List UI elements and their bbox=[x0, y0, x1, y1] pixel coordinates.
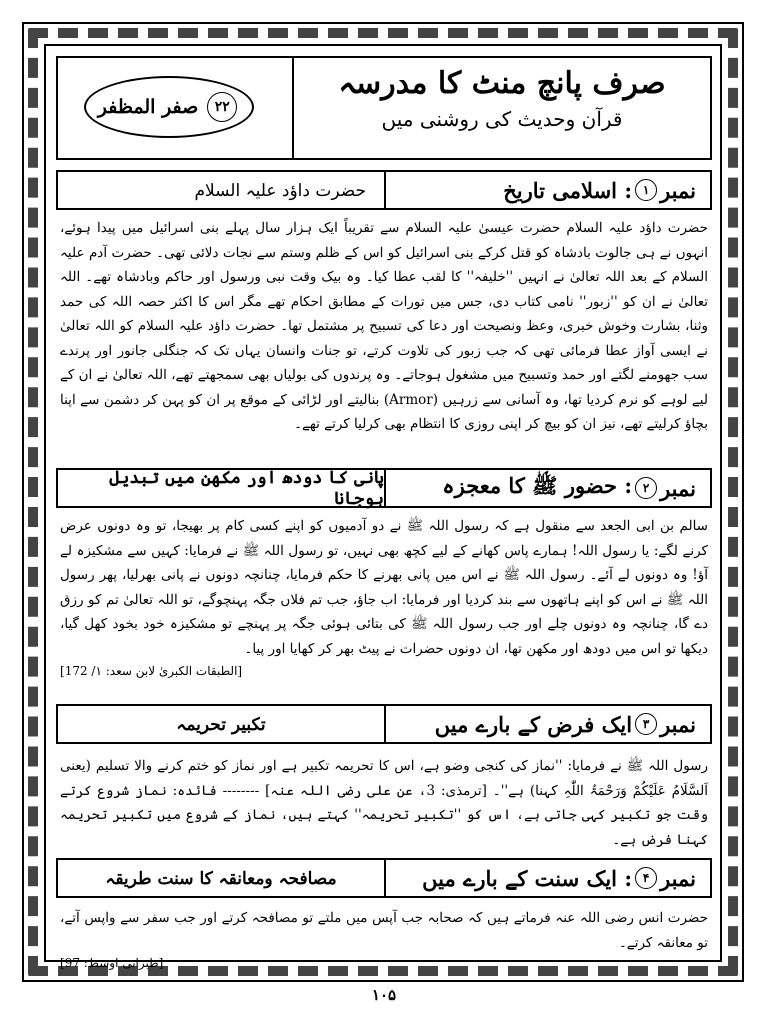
section-1-paragraph: حضرت داؤد علیہ السلام حضرت عیسیٰ علیہ السلام سے تقریباً ایک ہزار سال پہلے بنی اسرائیل میں پیدا ہوئے، انہوں نے ہی جالوت بادشاہ کو قتل کرکے بنی اسرائیل کو اس کے ظلم وستم سے نجات دلائی تھی۔ حضرت آدم علیہ السلام کے بعد اللہ تعالیٰ نے انہیں ''خلیفہ'' کا لقب عطا کیا۔ وہ بیک وقت نبی ورسول اور حاکم وبادشاہ تھے۔ اللہ تعالیٰ نے ان کو ''زبور'' نامی کتاب دی، جس میں تورات کے مطابق احکام تھے مگر اس کا اکثر حصہ اللہ کی حمد وثنا، بشارت وخوش خبری، وعظ ونصیحت اور دعا کی تسبیح پر مشتمل تھا۔ حضرت داؤد علیہ السلام کو اللہ تعالیٰ نے ایسی آواز عطا فرمائی تھی کہ جب زبور کی تلاوت کرتے، تو جنات وانسان یہاں تک کہ جنگلی جانور اور پرندے سب جھومنے لگتے اور حمد وتسبیح میں مشغول ہوجاتے۔ وہ پرندوں کی بولیاں بھی سمجھتے تھے، اللہ تعالیٰ نے ان کے لیے لوہے کو نرم کردیا تھا، وہ آسانی سے زرہیں (Armor) بنالیتے اور لڑائی کے موقع پر ان کو پہن کر دشمن سے اپنا بچاؤ کرلیتے تھے، نیز ان کو بیچ کر اپنی روزی کا انتظام بھی کرلیا کرتے تھے۔ bbox=[60, 220, 708, 432]
title-box bbox=[292, 58, 710, 158]
section-4-number: ۴ bbox=[635, 867, 657, 889]
date-month: صفر المظفر bbox=[97, 96, 199, 118]
section-3-number: ۳ bbox=[635, 713, 657, 735]
section-4-topic: مصافحہ ومعانقہ کا سنت طریقہ bbox=[105, 868, 337, 889]
section-1-heading bbox=[384, 172, 710, 208]
section-2-body bbox=[60, 514, 708, 700]
page-header bbox=[56, 56, 712, 160]
section-3-topic: تکبیر تحریمہ bbox=[176, 714, 266, 735]
section-2-paragraph: سالم بن ابی الجعد سے منقول ہے کہ رسول اللہ ﷺ نے دو آدمیوں کو اپنے کسی کام پر بھیجا، تو وہ دونوں عرض کرنے لگے: یا رسول اللہ! ہمارے پاس کھانے کے لیے کچھ بھی نہیں، تو رسول اللہ ﷺ نے فرمایا: کہیں سے مشکیزہ لے آؤ! وہ دونوں لے آئے۔ رسول اللہ ﷺ نے اس میں پانی بھرنے کا حکم فرمایا، چنانچہ دونوں نے پانی بھرلیا، پھر رسول اللہ ﷺ نے اس کو اپنے ہاتھوں سے بند کردیا اور فرمایا: اب جاؤ، جب تم فلاں جگہ پہنچوگے، تو اللہ تعالیٰ تم کو رزق دے گا، چنانچہ وہ دونوں چلے اور جب رسول اللہ ﷺ کی بتائی ہوئی جگہ پر پہنچے تو مشکیزہ خود بخود کھل گیا، دیکھا تو اس میں دودھ اور مکھن تھا، ان دونوں حضرات نے پیٹ بھر کر کھایا اور پیا۔ bbox=[60, 518, 708, 657]
section-4-heading bbox=[384, 860, 710, 896]
section-3-header bbox=[56, 704, 712, 744]
section-4-reference: [طبرانی اوسط: 97] bbox=[60, 956, 164, 970]
section-2-topic: پانی کا دودھ اور مکھن میں تبدیل ہوجانا bbox=[109, 468, 384, 509]
section-3-title: ایک فرض کے بارے میں bbox=[434, 711, 633, 737]
section-3-label: نمبر bbox=[660, 711, 696, 737]
section-2-reference: [الطبقات الکبریٰ لابن سعد: ۱/ 172] bbox=[60, 664, 243, 678]
section-2-number: ۲ bbox=[635, 477, 657, 499]
section-4-label: نمبر bbox=[660, 865, 696, 891]
section-4-header bbox=[56, 858, 712, 898]
section-3-paragraph: رسول اللہ ﷺ نے فرمایا: ''نماز کی کنجی وضو ہے، اس کا تحریمہ تکبیر ہے اور نماز کو ختم کرنے والا تسلیم (یعنی اَلسَّلَامُ عَلَیْکُمْ وَرَحْمَۃُ اللّٰہِ کہنا) ہے''۔ [ترمذی: 3، عن علی رضی اللہ عنہ] -------- فائدہ: نماز شروع کرتے وقت جو تکبیر کہی جاتی ہے، اس کو ''تکبیر تحریمہ'' کہتے ہیں، نماز کے شروع میں تکبیر تحریمہ کہنا فرض ہے۔ bbox=[60, 758, 708, 848]
section-1-header bbox=[56, 170, 712, 210]
section-2-heading bbox=[384, 470, 710, 506]
section-1-topic: حضرت داؤد علیہ السلام bbox=[194, 180, 366, 201]
section-1-title: : اسلامی تاریخ bbox=[503, 177, 633, 203]
section-2-label: نمبر bbox=[660, 475, 696, 501]
section-4-body bbox=[60, 906, 708, 970]
page-number: ۱۰۵ bbox=[371, 986, 397, 1004]
date-number: ۲۲ bbox=[207, 92, 237, 122]
section-3-body bbox=[60, 754, 708, 850]
date-badge bbox=[84, 76, 254, 138]
page-subtitle: قرآن وحدیث کی روشنی میں bbox=[381, 107, 623, 131]
section-4-title: : ایک سنت کے بارے میں bbox=[422, 865, 633, 891]
section-4-paragraph: حضرت انس رضی اللہ عنہ فرماتے ہیں کہ صحابہ جب آپس میں ملتے تو مصافحہ کرتے اور جب سفر سے واپس آتے، تو معانقہ کرتے۔ bbox=[60, 910, 708, 951]
section-3-heading bbox=[384, 706, 710, 742]
section-1-label: نمبر bbox=[660, 177, 696, 203]
section-2-title: : حضور ﷺ کا معجزہ bbox=[442, 472, 633, 498]
section-1-body bbox=[60, 216, 708, 464]
section-1-number: ۱ bbox=[635, 179, 657, 201]
section-2-header bbox=[56, 468, 712, 508]
page-title: صرف پانچ منٹ کا مدرسہ bbox=[338, 66, 666, 101]
